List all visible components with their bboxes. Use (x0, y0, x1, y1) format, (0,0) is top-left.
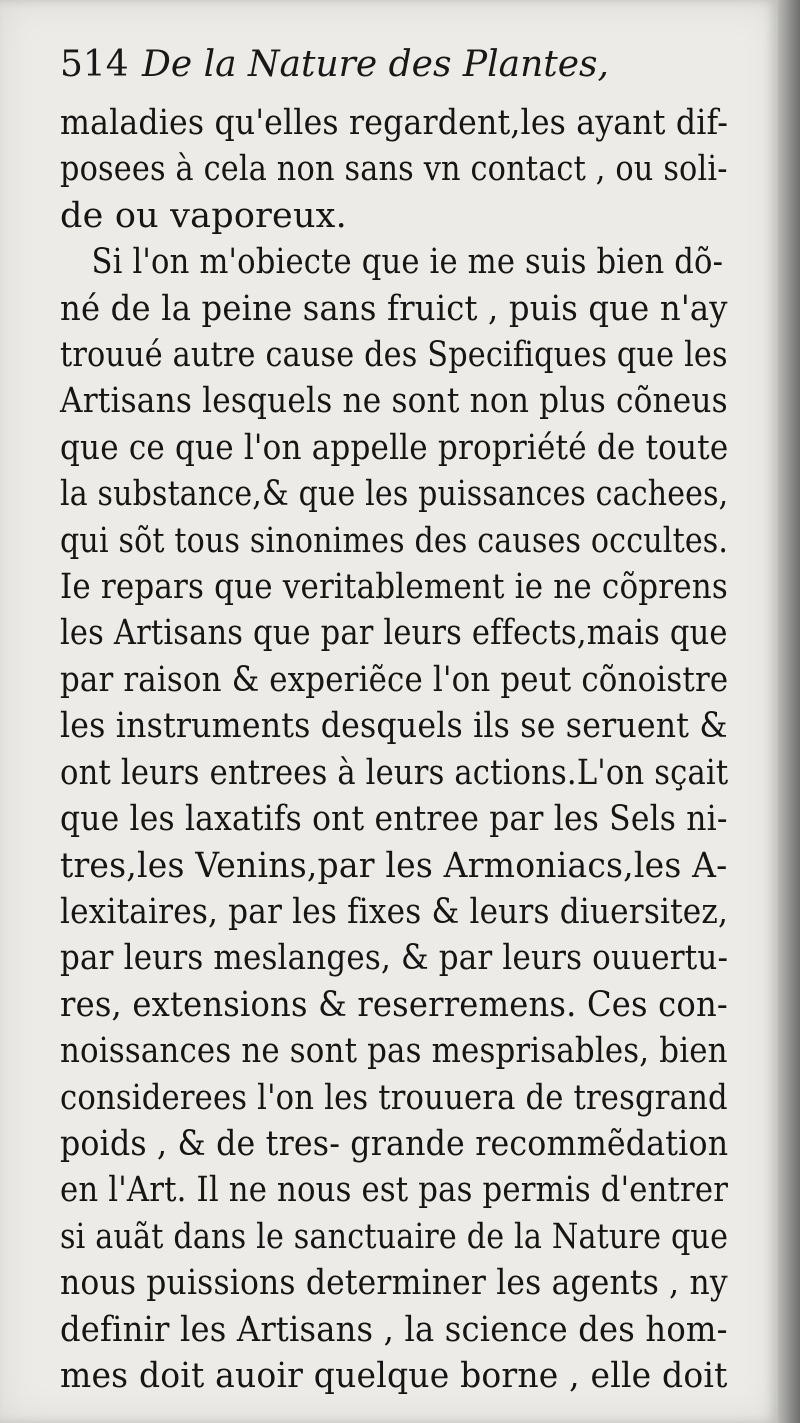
text-line: qui sõt tous sinonimes des causes occultes. (60, 520, 729, 561)
text-line: nous puissions determiner les agents , ny (60, 1263, 728, 1304)
text-line: en l'Art. Il ne nous est pas permis d'entrer (60, 1170, 729, 1211)
text-line: definir les Artisans , la science des hom- (60, 1309, 728, 1350)
text-line: par raison & experiẽce l'on peut cõnoistre (60, 659, 729, 700)
text-line: Ie repars que veritablement ie ne cõprens (60, 567, 728, 608)
text-line: par leurs meslanges, & par leurs ouuertu- (60, 938, 729, 979)
text-line: les Artisans que par leurs effects,mais que (60, 613, 728, 654)
text-line: maladies qu'elles regardent,les ayant dif- (60, 103, 729, 143)
text-line: tres,les Venins,par les Armoniacs,les A- (60, 845, 728, 886)
text-line: si auãt dans le sanctuaire de la Nature que (60, 1216, 729, 1257)
page-number: 514 (60, 44, 129, 85)
text-line: noissances ne sont pas mesprisables, bien (60, 1031, 728, 1072)
text-line: né de la peine sans fruict , puis que n'ay (60, 288, 728, 329)
text-line: que les laxatifs ont entree par les Sels ni- (60, 799, 728, 840)
text-line: trouué autre cause des Specifiques que les (60, 335, 728, 376)
text-line: Si l'on m'obiecte que ie me suis bien dõ- (91, 242, 724, 283)
text-line: posees à cela non sans vn contact , ou soli- (60, 149, 728, 190)
text-line: res, extensions & reserremens. Ces con- (60, 984, 728, 1025)
running-head (60, 44, 720, 85)
text-line: la substance,& que les puissances cachees, (60, 474, 729, 515)
text-line: poids , & de tres- grande recommẽdation (60, 1123, 729, 1164)
body-text (60, 100, 728, 1399)
text-line: considerees l'on les trouuera de tresgrand (60, 1077, 728, 1118)
text-line: que ce que l'on appelle propriété de toute (60, 427, 729, 468)
text-line: mes doit auoir quelque borne , elle doit (60, 1355, 728, 1396)
text-line: Artisans lesquels ne sont non plus cõneus (60, 381, 728, 422)
text-line: de ou vaporeux. (60, 195, 347, 236)
running-title: De la Nature des Plantes, (142, 44, 609, 85)
text-line: les instruments desquels ils se seruent & (60, 706, 728, 747)
page-edge-shadow (778, 0, 800, 1423)
text-line: ont leurs entrees à leurs actions.L'on sçait (60, 752, 729, 793)
text-line: lexitaires, par les fixes & leurs diuersitez, (60, 891, 729, 932)
